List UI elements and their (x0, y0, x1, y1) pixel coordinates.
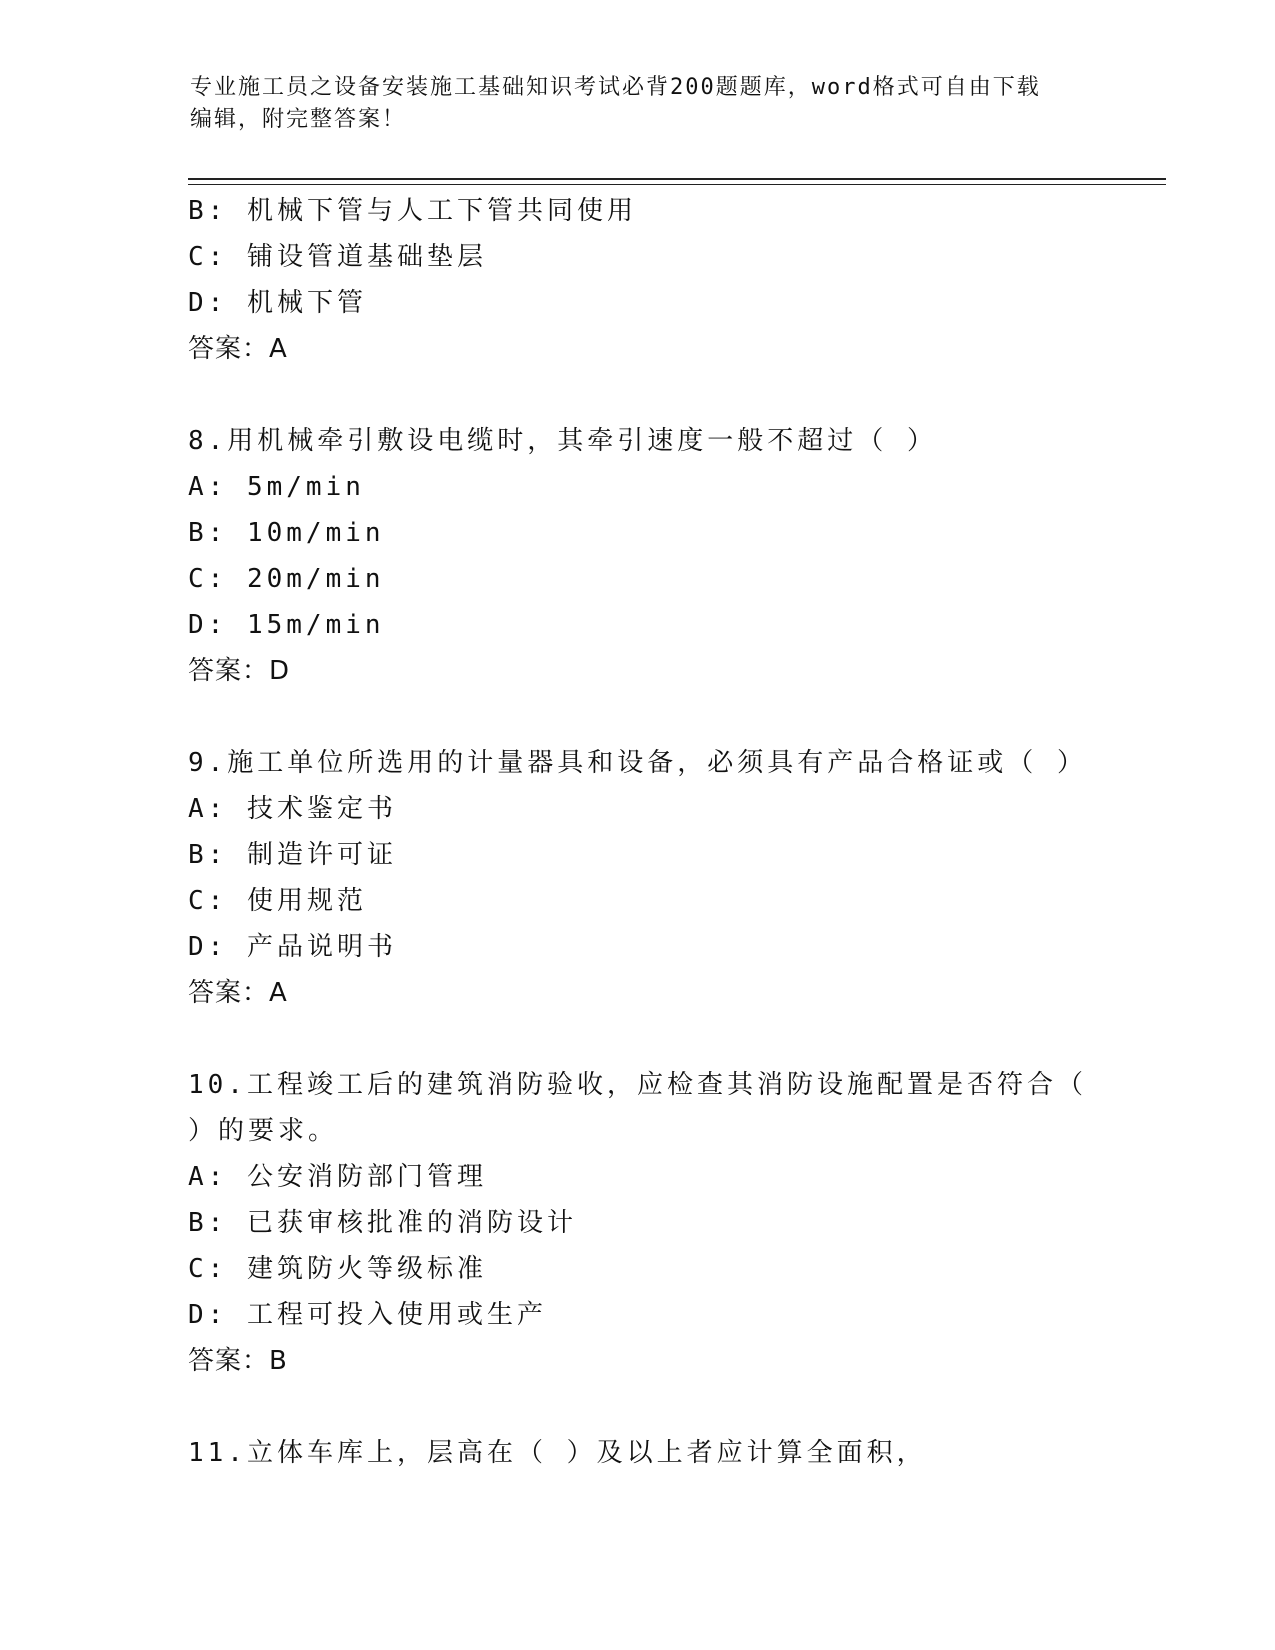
question-stem: 11.立体车库上，层高在（ ）及以上者应计算全面积， (188, 1438, 927, 1468)
option-b: B: 已获审核批准的消防设计 (188, 1208, 577, 1238)
answer: 答案：A (188, 978, 288, 1008)
answer: 答案：A (188, 334, 288, 364)
spacer (188, 694, 1088, 740)
option-d: D: 机械下管 (188, 288, 367, 318)
question-7-continued (188, 188, 1088, 372)
header-line-1: 专业施工员之设备安装施工基础知识考试必背200题题库，word格式可自由下载 (190, 75, 1041, 100)
question-stem-line-2: ）的要求。 (188, 1116, 339, 1146)
question-11 (188, 1430, 1088, 1476)
option-b: B: 机械下管与人工下管共同使用 (188, 196, 637, 226)
question-9 (188, 740, 1088, 1016)
option-a: A: 5m/min (188, 472, 365, 502)
option-a: A: 公安消防部门管理 (188, 1162, 487, 1192)
option-d: D: 15m/min (188, 610, 385, 640)
question-stem: 9.施工单位所选用的计量器具和设备，必须具有产品合格证或（ ） (188, 748, 1087, 778)
option-a: A: 技术鉴定书 (188, 794, 397, 824)
question-stem-line-1: 10.工程竣工后的建筑消防验收，应检查其消防设施配置是否符合（ (188, 1070, 1087, 1100)
question-10 (188, 1062, 1088, 1384)
option-c: C: 使用规范 (188, 886, 367, 916)
option-b: B: 10m/min (188, 518, 385, 548)
header-divider-thin (188, 184, 1166, 185)
header-line-2: 编辑，附完整答案！ (190, 107, 407, 132)
document-header (190, 72, 1090, 136)
question-list (188, 188, 1088, 1476)
question-stem: 8.用机械牵引敷设电缆时，其牵引速度一般不超过（ ） (188, 426, 937, 456)
spacer (188, 1016, 1088, 1062)
option-d: D: 工程可投入使用或生产 (188, 1300, 547, 1330)
header-divider (188, 178, 1166, 180)
answer: 答案：B (188, 1346, 288, 1376)
option-d: D: 产品说明书 (188, 932, 397, 962)
answer: 答案：D (188, 656, 291, 686)
option-c: C: 建筑防火等级标准 (188, 1254, 487, 1284)
spacer (188, 1384, 1088, 1430)
spacer (188, 372, 1088, 418)
option-b: B: 制造许可证 (188, 840, 397, 870)
option-c: C: 铺设管道基础垫层 (188, 242, 487, 272)
option-c: C: 20m/min (188, 564, 385, 594)
question-8 (188, 418, 1088, 694)
